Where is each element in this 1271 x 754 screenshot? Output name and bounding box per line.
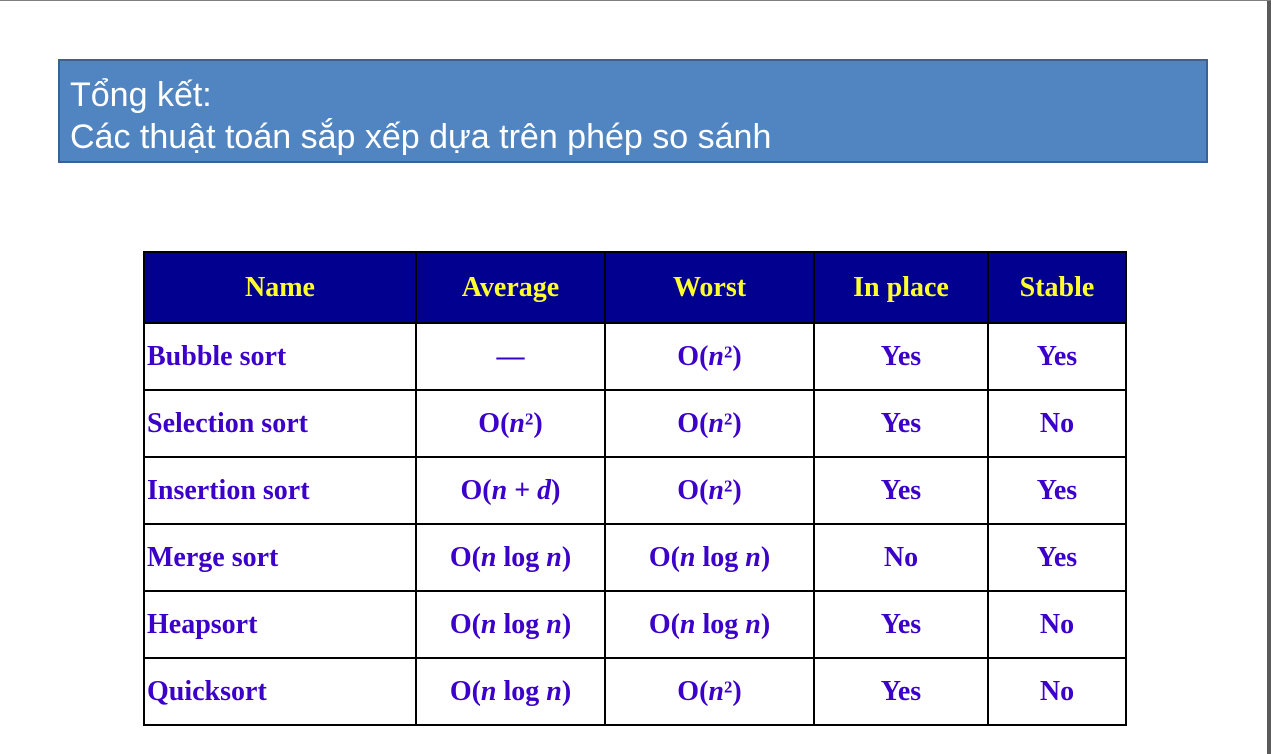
table-row (144, 591, 1126, 658)
cell-stable: No (988, 390, 1126, 457)
cell-average: O(n + d) (416, 457, 605, 524)
cell-name: Selection sort (144, 390, 416, 457)
cell-name: Heapsort (144, 591, 416, 658)
cell-average: $O(n^2)$ (416, 390, 605, 457)
cell-worst: $O(n^2)$ (605, 390, 814, 457)
cell-stable: Yes (988, 323, 1126, 390)
cell-in-place: Yes (814, 591, 988, 658)
cell-name: Bubble sort (144, 323, 416, 390)
table-row (144, 323, 1126, 390)
window-edge (1267, 1, 1271, 754)
title-line-1: Tổng kết: (70, 76, 212, 114)
cell-average: — (416, 323, 605, 390)
cell-name: Merge sort (144, 524, 416, 591)
cell-average: O(n log n) (416, 658, 605, 725)
cell-in-place: Yes (814, 323, 988, 390)
header-in-place: In place (814, 252, 988, 323)
cell-worst: $O(n^2)$ (605, 323, 814, 390)
cell-average: O(n log n) (416, 591, 605, 658)
header-average: Average (416, 252, 605, 323)
table-header-row (144, 252, 1126, 323)
table-row (144, 390, 1126, 457)
cell-worst: O(n log n) (605, 524, 814, 591)
sorting-table (143, 251, 1127, 726)
header-name: Name (144, 252, 416, 323)
cell-in-place: Yes (814, 658, 988, 725)
cell-worst: O(n log n) (605, 591, 814, 658)
table-row (144, 457, 1126, 524)
title-box (58, 59, 1208, 163)
cell-name: Quicksort (144, 658, 416, 725)
cell-in-place: Yes (814, 390, 988, 457)
cell-average: O(n log n) (416, 524, 605, 591)
table-body (144, 323, 1126, 725)
header-worst: Worst (605, 252, 814, 323)
cell-stable: No (988, 658, 1126, 725)
cell-stable: Yes (988, 457, 1126, 524)
cell-worst: $O(n^2)$ (605, 457, 814, 524)
cell-name: Insertion sort (144, 457, 416, 524)
cell-in-place: No (814, 524, 988, 591)
table-row (144, 658, 1126, 725)
title-line-2: Các thuật toán sắp xếp dựa trên phép so sánh (70, 118, 772, 156)
header-stable: Stable (988, 252, 1126, 323)
cell-stable: Yes (988, 524, 1126, 591)
cell-in-place: Yes (814, 457, 988, 524)
cell-stable: No (988, 591, 1126, 658)
cell-worst: $O(n^2)$ (605, 658, 814, 725)
table-row (144, 524, 1126, 591)
